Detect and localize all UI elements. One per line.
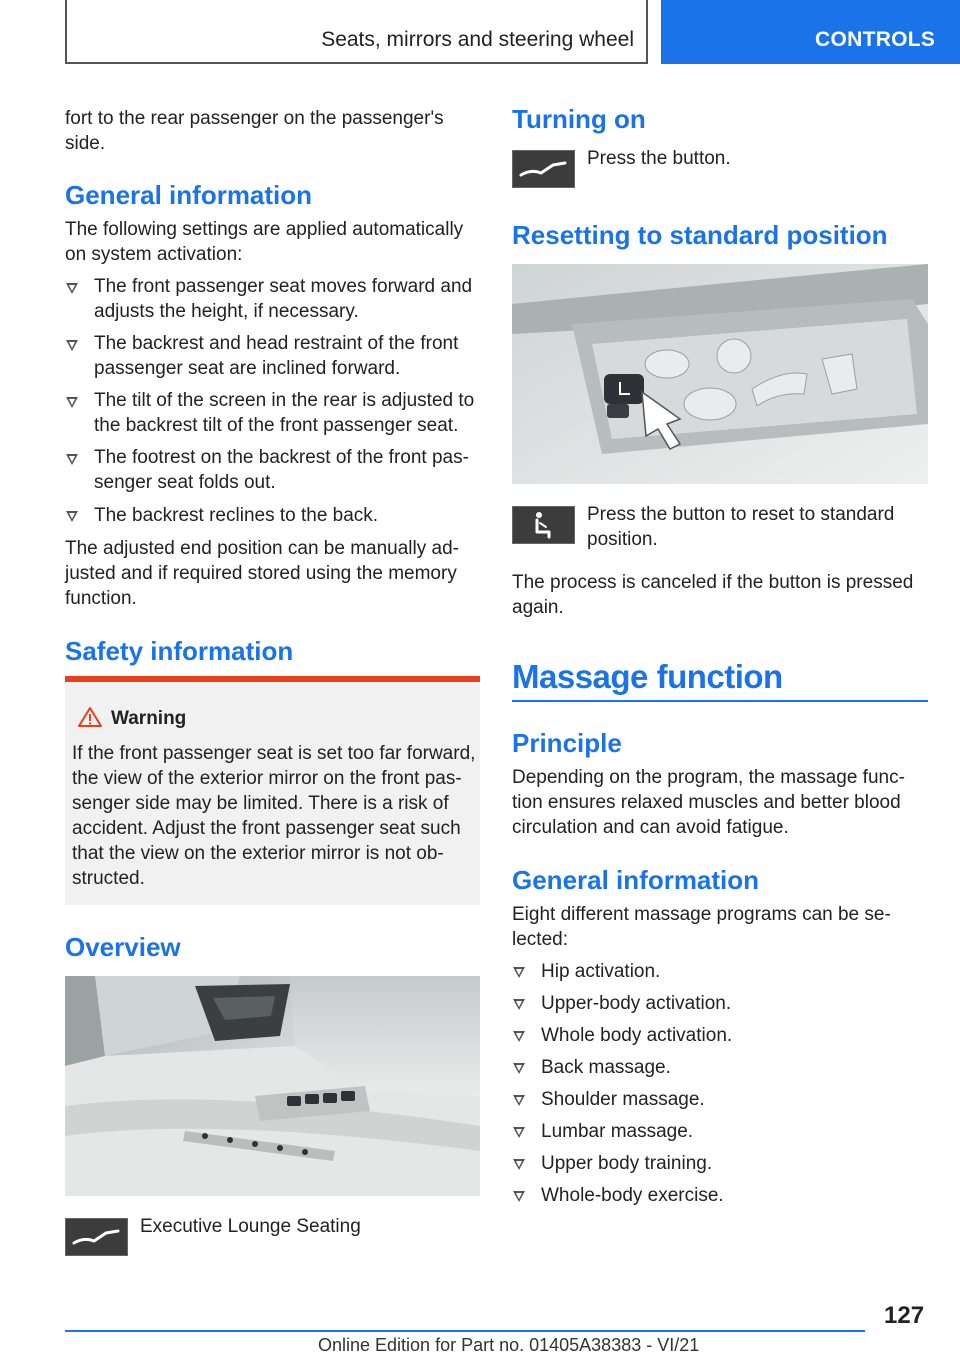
seat-controls-image bbox=[512, 264, 928, 484]
warning-triangle-icon bbox=[77, 706, 103, 728]
list-item: Hip activation. bbox=[541, 961, 661, 982]
controls-tab-label: CONTROLS bbox=[815, 28, 936, 51]
principle-text-line: Depending on the program, the massage func- bbox=[512, 767, 905, 788]
bullet-triangle-icon bbox=[513, 1159, 525, 1170]
principle-heading: Principle bbox=[512, 728, 622, 758]
bullet-triangle-icon bbox=[513, 1095, 525, 1106]
warning-text-line: structed. bbox=[72, 868, 145, 889]
bullet-triangle-icon bbox=[513, 999, 525, 1010]
adjusted-line-2: justed and if required stored using the memory bbox=[65, 563, 457, 584]
list-item: Upper-body activation. bbox=[541, 993, 732, 1014]
turning-on-heading: Turning on bbox=[512, 104, 646, 134]
bullet-triangle-icon bbox=[66, 454, 78, 465]
bullet-triangle-icon bbox=[513, 1063, 525, 1074]
footer-rule bbox=[65, 1330, 865, 1332]
cancel-text-line-1: The process is canceled if the button is pressed bbox=[512, 572, 914, 593]
reset-text-line-2: position. bbox=[587, 529, 658, 550]
bullet-triangle-icon bbox=[513, 1191, 525, 1202]
lounge-seat-button-icon bbox=[512, 150, 575, 188]
general-information-heading: General information bbox=[65, 180, 313, 210]
warning-text-line: If the front passenger seat is set too far forward, bbox=[72, 743, 476, 764]
safety-information-heading: Safety information bbox=[65, 636, 294, 666]
executive-lounge-icon bbox=[65, 1218, 128, 1256]
overview-heading: Overview bbox=[65, 932, 181, 962]
bullet-triangle-icon bbox=[513, 967, 525, 978]
bullet-triangle-icon bbox=[66, 511, 78, 522]
massage-heading-rule bbox=[512, 700, 928, 702]
turning-on-text: Press the button. bbox=[587, 148, 731, 169]
general-text-line-2: on system activation: bbox=[65, 244, 243, 265]
warning-text-line: that the view on the exterior mirror is not ob- bbox=[72, 843, 444, 864]
edition-text: Online Edition for Part no. 01405A38383 - VI/21 bbox=[318, 1335, 700, 1355]
principle-text-line: circulation and can avoid fatigue. bbox=[512, 817, 789, 838]
warning-text-line: the view of the exterior mirror on the front pas- bbox=[72, 768, 462, 789]
list-item-line: senger seat folds out. bbox=[94, 472, 276, 493]
general-information-2-heading: General information bbox=[512, 865, 760, 895]
bullet-triangle-icon bbox=[513, 1031, 525, 1042]
adjusted-line-3: function. bbox=[65, 588, 137, 609]
list-item: Shoulder massage. bbox=[541, 1089, 705, 1110]
list-item-line: the backrest tilt of the front passenger seat. bbox=[94, 415, 459, 436]
list-item-line: passenger seat are inclined forward. bbox=[94, 358, 401, 379]
header-section-box bbox=[65, 0, 648, 64]
principle-text-line: tion ensures relaxed muscles and better blood bbox=[512, 792, 901, 813]
door-panel-image bbox=[65, 976, 480, 1196]
list-item: Lumbar massage. bbox=[541, 1121, 694, 1142]
list-item: Upper body training. bbox=[541, 1153, 713, 1174]
list-item: Whole-body exercise. bbox=[541, 1185, 724, 1206]
list-item: Whole body activation. bbox=[541, 1025, 733, 1046]
warning-text-line: accident. Adjust the front passenger seat such bbox=[72, 818, 461, 839]
reset-text-line-1: Press the button to reset to standard bbox=[587, 504, 895, 525]
warning-box bbox=[65, 676, 480, 905]
list-item-line: The tilt of the screen in the rear is adjusted to bbox=[94, 390, 475, 411]
general-2-text-line-1: Eight different massage programs can be se- bbox=[512, 904, 891, 925]
page-number: 127 bbox=[884, 1302, 925, 1329]
list-item-line: The backrest reclines to the back. bbox=[94, 505, 379, 526]
bullet-triangle-icon bbox=[66, 397, 78, 408]
controls-tab[interactable] bbox=[661, 0, 960, 64]
list-item-line: adjusts the height, if necessary. bbox=[94, 301, 359, 322]
reset-seat-button-icon bbox=[512, 506, 575, 544]
intro-line-2: side. bbox=[65, 133, 106, 154]
massage-function-heading: Massage function bbox=[512, 658, 783, 695]
section-title: Seats, mirrors and steering wheel bbox=[321, 28, 634, 51]
adjusted-line-1: The adjusted end position can be manually ad- bbox=[65, 538, 459, 559]
general-text-line-1: The following settings are applied automatically bbox=[65, 219, 464, 240]
general-2-text-line-2: lected: bbox=[512, 929, 568, 950]
list-item-line: The front passenger seat moves forward and bbox=[94, 276, 473, 297]
executive-lounge-label: Executive Lounge Seating bbox=[140, 1216, 361, 1237]
list-item-line: The backrest and head restraint of the front bbox=[94, 333, 459, 354]
bullet-triangle-icon bbox=[66, 283, 78, 294]
intro-line-1: fort to the rear passenger on the passenger's bbox=[65, 108, 444, 129]
bullet-triangle-icon bbox=[513, 1127, 525, 1138]
list-item: Back massage. bbox=[541, 1057, 671, 1078]
bullet-triangle-icon bbox=[66, 340, 78, 351]
cancel-text-line-2: again. bbox=[512, 597, 564, 618]
warning-text-line: senger side may be limited. There is a risk of bbox=[72, 793, 449, 814]
list-item-line: The footrest on the backrest of the front pas- bbox=[94, 447, 469, 468]
resetting-heading: Resetting to standard position bbox=[512, 220, 888, 250]
warning-title: Warning bbox=[111, 708, 187, 729]
